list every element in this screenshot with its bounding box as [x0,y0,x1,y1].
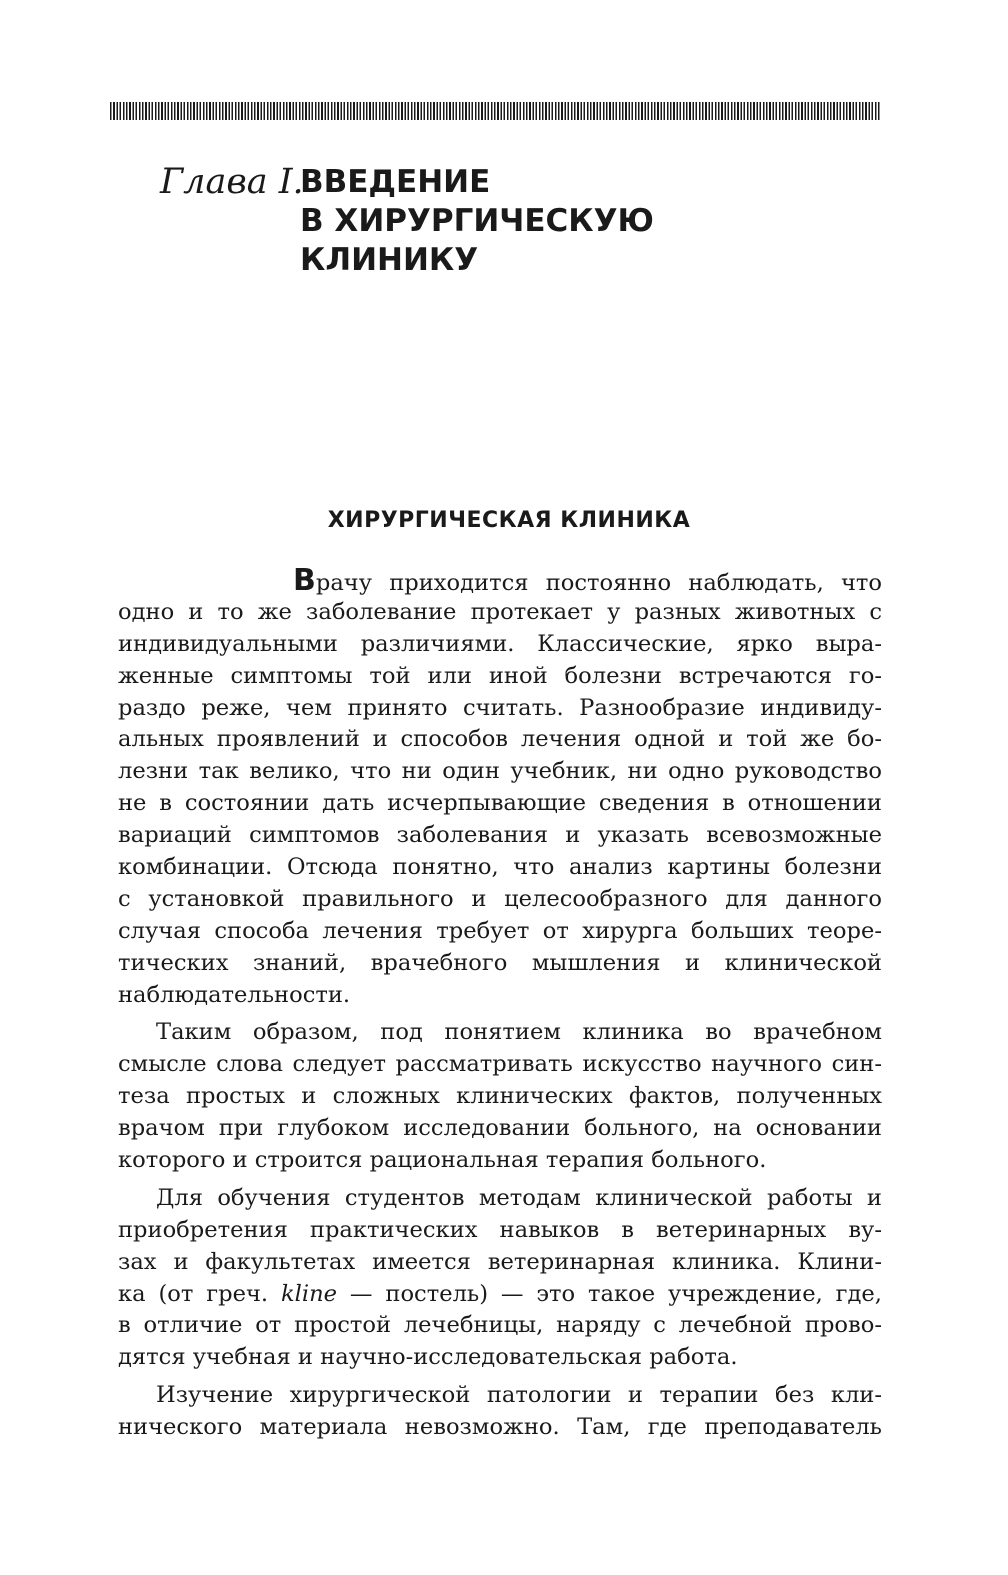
paragraph [118,1017,882,1176]
text-line: Таким образом, под понятием клиника во врачебном [156,1019,882,1046]
text-line: смысле слова следует рассматривать искусство научного син- [118,1051,882,1078]
text-line: теза простых и сложных клинических фактов, полученных [118,1083,882,1110]
chapter-title-line: ВВЕДЕНИЕ [300,164,491,200]
paragraph [118,1183,882,1374]
text-line: дятся учебная и научно-исследовательская работа. [118,1344,738,1371]
text-line: вариаций симптомов заболевания и указать всевозможные [118,822,882,849]
text-line: которого и строится рациональная терапия больного. [118,1147,767,1174]
text-line: лезни так велико, что ни один учебник, ни одно руководство [118,758,882,785]
chapter-title-line: В ХИРУРГИЧЕСКУЮ [300,203,654,239]
text-line: Для обучения студентов методам клинической работы и [156,1184,882,1211]
text-line: ка (от греч. kline — постель) — это такое учреждение, где, [118,1280,882,1307]
chapter-title [300,163,720,280]
text-line: нического материала невозможно. Там, где преподаватель [118,1414,882,1441]
text-line: индивидуальными различиями. Классические, ярко выра- [118,630,882,657]
paragraph [118,1380,882,1444]
text-line: зах и факультетах имеется ветеринарная клиника. Клини- [118,1248,882,1275]
text-line: комбинации. Отсюда понятно, что анализ картины болезни [118,854,882,881]
text-line: случая способа лечения требует от хирурга больших теоре- [118,917,882,944]
text-line: наблюдательности. [118,981,351,1008]
section-heading: ХИРУРГИЧЕСКАЯ КЛИНИКА [327,508,691,533]
chapter-label: Глава I. [160,162,304,202]
text-line: альных проявлений и способов лечения одной и той же бо- [118,726,882,753]
text-line: врачом при глубоком исследовании больного, на основании [118,1115,882,1142]
body-text [118,565,882,1444]
latin-term: kline [280,1280,338,1307]
text-line: женные симптомы той или иной болезни встречаются го- [118,662,882,689]
text-line: в отличие от простой лечебницы, наряду с лечебной прово- [118,1312,882,1339]
text-line: с установкой правильного и целесообразного для данного [118,885,882,912]
drop-cap: В [293,563,316,598]
chapter-title-line: КЛИНИКУ [300,242,479,278]
paragraph [118,565,882,1011]
text-line: раздо реже, чем принято считать. Разнообразие индивиду- [118,694,882,721]
text-line: Врачу приходится постоянно наблюдать, что [293,563,882,598]
text-line: не в состоянии дать исчерпывающие сведения в отношении [118,790,882,817]
text-line: приобретения практических навыков в ветеринарных ву- [118,1216,882,1243]
text-line: одно и то же заболевание протекает у разных животных с [118,598,882,625]
text-line: тических знаний, врачебного мышления и клинической [118,949,882,976]
text-line: Изучение хирургической патологии и терапии без кли- [156,1382,882,1409]
decorative-rule [110,102,881,120]
